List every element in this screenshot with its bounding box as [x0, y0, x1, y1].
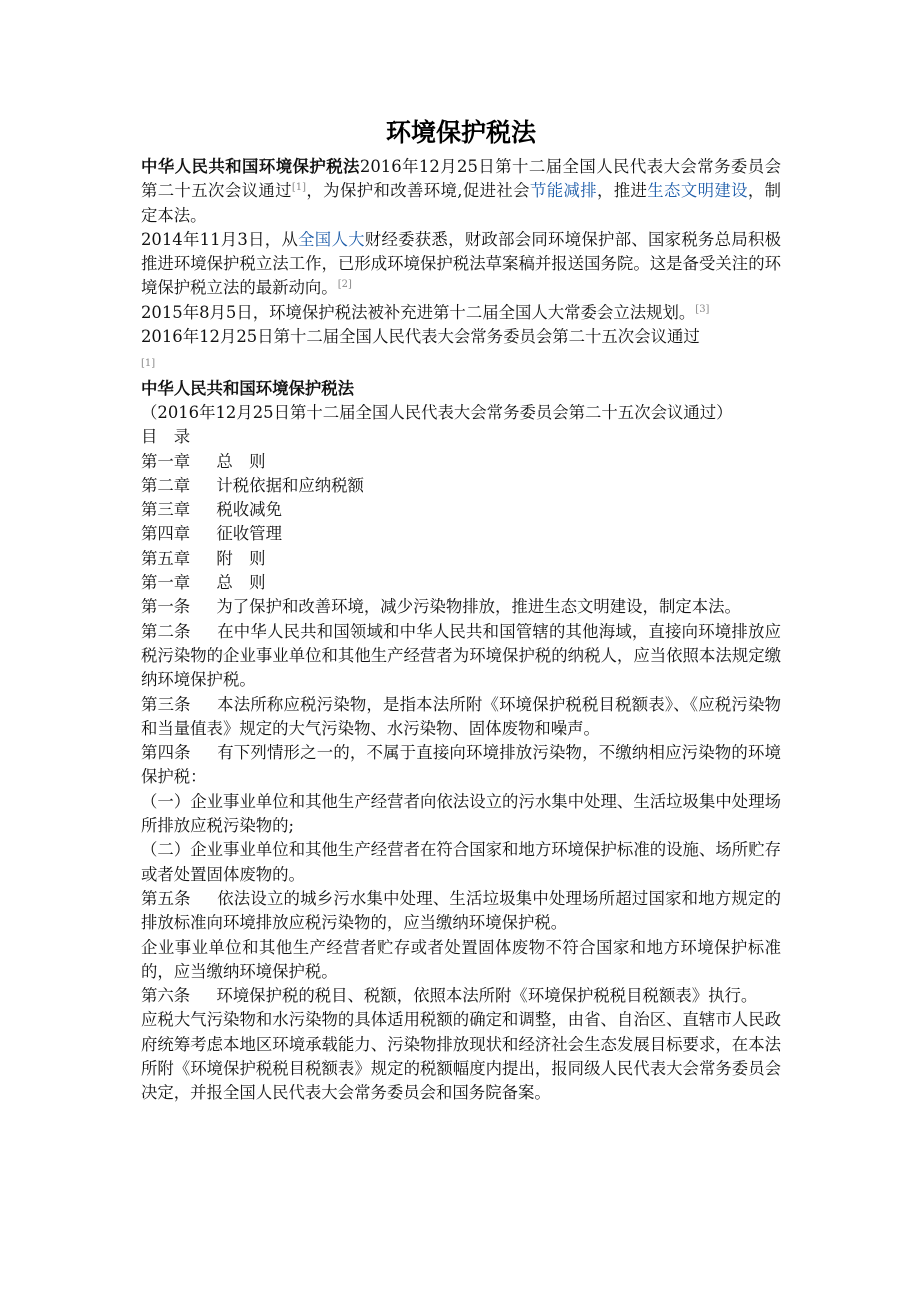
article-item: （二）企业事业单位和其他生产经营者在符合国家和地方环境保护标准的设施、场所贮存或者处置固体废物的。: [141, 840, 781, 884]
law-name: 中华人民共和国环境保护税法: [141, 157, 360, 176]
article-paragraph: 企业事业单位和其他生产经营者贮存或者处置固体废物不符合国家和地方环境保护标准的，应当缴纳环境保护税。: [141, 937, 781, 981]
reference-link[interactable]: [1]: [291, 182, 307, 194]
news-paragraph: 2016年12月25日第十二届全国人民代表大会常务委员会第二十五次会议通过 [1]: [141, 327, 700, 370]
reference-link[interactable]: [1]: [141, 358, 156, 370]
toc-heading: 目 录: [141, 427, 191, 447]
intro-paragraph: 中华人民共和国环境保护税法2016年12月25日第十二届全国人民代表大会常务委员会第二十五次会议通过[1]，为保护和改善环境,促进社会节能减排，推进生态文明建设，制定本法。: [141, 157, 782, 225]
article: 第五条 依法设立的城乡污水集中处理、生活垃圾集中处理场所超过国家和地方规定的排放标准向环境排放应税污染物的，应当缴纳环境保护税。: [141, 888, 781, 933]
law-heading: 中华人民共和国环境保护税法: [141, 378, 355, 398]
page-title: 环境保护税法: [385, 118, 536, 147]
link-npc[interactable]: 全国人大: [298, 229, 365, 249]
reference-link[interactable]: [3]: [695, 303, 710, 315]
article: 第三条 本法所称应税污染物，是指本法所附《环境保护税税目税额表》、《应税污染物和当量值表》规定的大气污染物、水污染物、固体废物和噪声。: [141, 694, 781, 738]
document-page: [141, 116, 781, 1106]
toc-item: 第五章 附 则: [141, 548, 266, 568]
article: 第六条 环境保护税的税目、税额，依照本法所附《环境保护税税目税额表》执行。: [141, 986, 758, 1006]
news-paragraph: 2015年8月5日，环境保护税法被补充进第十二届全国人大常委会立法规划。[3]: [141, 302, 710, 322]
toc-item: 第三章 税收减免: [141, 500, 282, 520]
toc-item: 第二章 计税依据和应纳税额: [141, 475, 364, 495]
chapter-heading: 第一章 总 则: [141, 573, 266, 593]
article: 第四条 有下列情形之一的，不属于直接向环境排放污染物，不缴纳相应污染物的环境保护税：: [141, 743, 781, 787]
link-ecological-civilization[interactable]: 生态文明建设: [647, 181, 748, 201]
article: 第一条 为了保护和改善环境，减少污染物排放，推进生态文明建设，制定本法。: [141, 597, 741, 617]
reference-link[interactable]: [2]: [337, 279, 352, 291]
news-paragraph: 2014年11月3日，从全国人大财经委获悉，财政部会同环境保护部、国家税务总局积极推进环境保护税立法工作，已形成环境保护税法草案稿并报送国务院。这是备受关注的环境保护税立法的最新动向。[2]: [141, 229, 782, 298]
article-item: （一）企业事业单位和其他生产经营者向依法设立的污水集中处理、生活垃圾集中处理场所排放应税污染物的;: [141, 791, 781, 836]
link-energy-saving[interactable]: 节能减排: [529, 181, 597, 201]
toc-item: 第四章 征收管理: [141, 524, 282, 544]
adoption-note: （2016年12月25日第十二届全国人民代表大会常务委员会第二十五次会议通过）: [141, 402, 733, 422]
article-paragraph: 应税大气污染物和水污染物的具体适用税额的确定和调整，由省、自治区、直辖市人民政府统筹考虑本地区环境承载能力、污染物排放现状和经济社会生态发展目标要求，在本法所附《环境保护税税目税额表》规定的税额幅度内提出，报同级人民代表大会常务委员会决定，并报全国人民代表大会常务委员会和国务院备案。: [141, 1010, 781, 1103]
toc-item: 第一章 总 则: [141, 451, 266, 471]
article: 第二条 在中华人民共和国领域和中华人民共和国管辖的其他海域，直接向环境排放应税污染物的企业事业单位和其他生产经营者为环境保护税的纳税人，应当依照本法规定缴纳环境保护税。: [141, 621, 781, 690]
